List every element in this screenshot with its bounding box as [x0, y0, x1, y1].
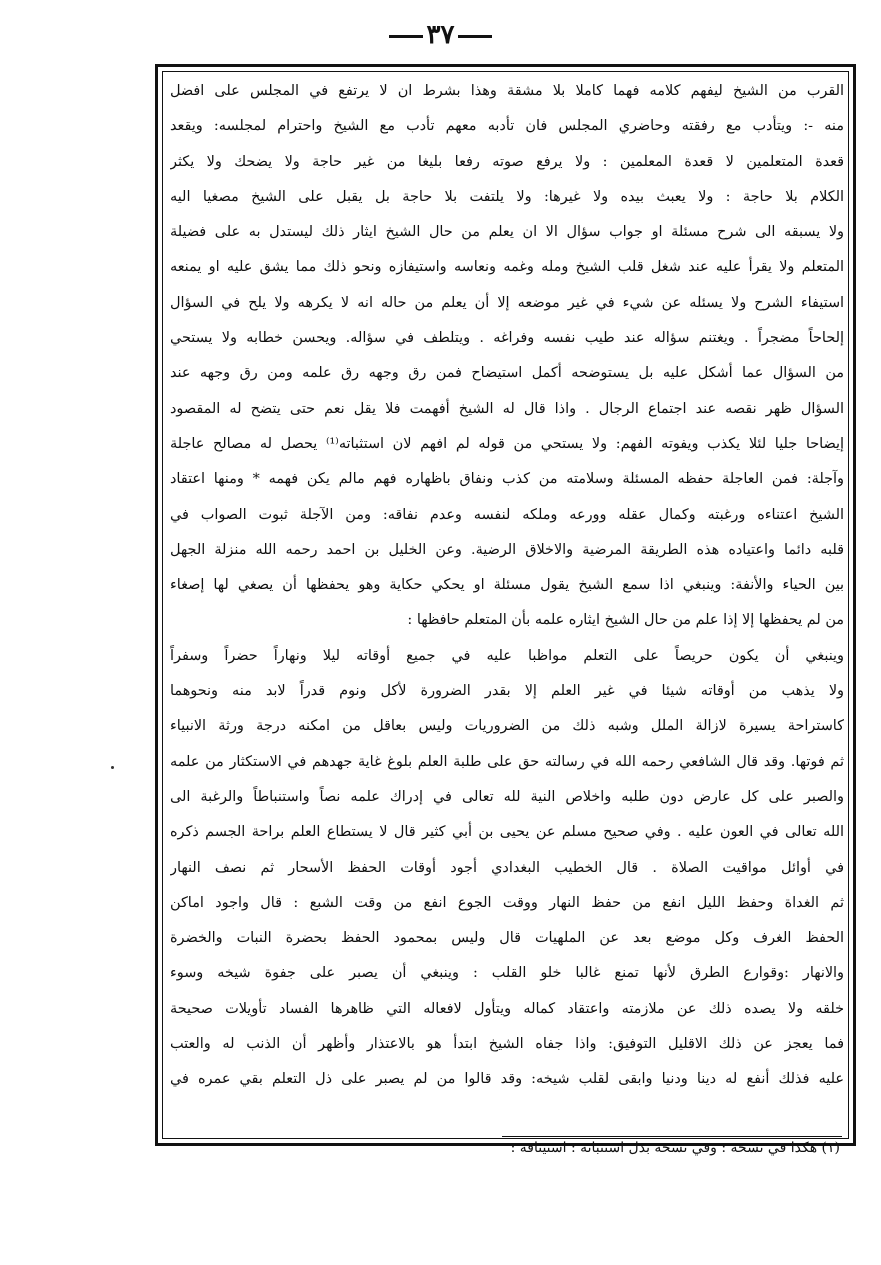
text-line: إيضاحا جليا لئلا يكذب ويفوته الفهم: ولا يستحي من قوله لم افهم لان استثباته⁽¹⁾ يحصل له مصالح عاجلة — [170, 435, 844, 452]
text-line: كاستراحة يسيرة لازالة الملل وشبه ذلك من الضروريات وليس بعاقل من امكنه درجة ورثة الانبياء — [170, 718, 844, 735]
text-line: فما يعجز عن ذلك الاقليل التوفيق: واذا جفاه الشيخ ابتدأ هو بالاعتذار وأظهر أن الذنب له والعتب — [170, 1036, 844, 1053]
text-line: في أوائل مواقيت الصلاة . قال الخطيب البغدادي أجود أوقات الحفظ الأسحار ثم نصف النهار — [170, 859, 844, 876]
text-line: والانهار :وقوارع الطرق لأنها تمنع غالبا خلو القلب : وينبغي أن يصبر على جفوة شيخه وسوء — [170, 965, 844, 982]
text-line: والصبر على كل عارض دون طلبه واخلاص النية لله تعالى في إدراك علمه نصاً واستنباطاً والرغبة الى — [170, 788, 844, 805]
footnote-divider — [502, 1136, 842, 1137]
text-line: قعدة المتعلمين لا قعدة المعلمين : ولا يرفع صوته رفعا بليغا من غير حاجة ولا يضحك ولا يكثر — [170, 153, 844, 170]
text-line: قلبه دائما واعتياده هذه الطريقة المرضية والاخلاق الرضية. وعن الخليل بن احمد رحمه الله منزلة الجهل — [170, 541, 844, 558]
text-line: وآجلة: فمن العاجلة حفظه المسئلة وسلامته من كذب ونفاق باظهاره فهم مالم يكن فهمه * ومنها اعتقاد — [170, 471, 844, 488]
text-line: بين الحياء والأنفة: وينبغي اذا سمع الشيخ يقول مسئلة او يحكي حكاية وهو يحفظها أن يصغي لها إصغاء — [170, 577, 844, 594]
text-line: ثم الغداة وحفظ الليل انفع من حفظ النهار ووقت الجوع انفع من وقت الشبع : قال واجود اماكن — [170, 894, 844, 911]
text-line: الكلام بلا حاجة : ولا يعبث بيده ولا غيرها: ولا يلتفت بلا حاجة بل يقبل على الشيخ مصغيا اليه — [170, 188, 844, 205]
text-line: ولا يذهب من أوقاته شيئا في غير العلم إلا بقدر الضرورة لأكل ونوم قدراً لابد منه ونحوهما — [170, 683, 844, 700]
text-line: الشيخ اعتناءه ورغبته وكمال عقله وورعه وملكه لنفسه وعدم نفاقه: ومن الآجلة ثبوت الصواب في — [170, 506, 844, 523]
text-line: الله تعالى في العون عليه . وفي صحيح مسلم عن يحيى بن أبي كثير قال لا يستطاع العلم براحة الجسم ذكره — [170, 824, 844, 841]
text-line: القرب من الشيخ ليفهم كلامه فهما كاملا بلا مشقة وهذا بشرط ان لا يرتفع في المجلس على افضل — [170, 83, 844, 99]
text-line: من السؤال عما أشكل عليه بل يستوضحه أكمل استيضاح فمن رق وجهه رق علمه ومن رق وجهه عند — [170, 365, 844, 382]
text-line: منه -: ويتأدب مع رفقته وحاضري المجلس فان تأدبه معهم تأدب مع الشيخ واحترام لمجلسه: ويقعد — [170, 118, 844, 135]
body-text — [170, 74, 844, 1098]
text-line: المتعلم ولا يقرأ عليه عند شغل قلب الشيخ ومله وغمه ونعاسه واستيفازه ونحو ذلك مما يشق عليه او يمنعه — [170, 259, 844, 276]
text-line: ثم فوتها. وقد قال الشافعي رحمه الله في رسالته حق على طلبة العلم بلوغ غاية جهدهم في الاستكثار من علمه — [170, 753, 844, 770]
text-line: إلحاحاً مضجراً . ويغتنم سؤاله عند طيب نفسه وفراغه . ويتلطف في سؤاله. ويحسن خطابه ولا يستحي — [170, 330, 844, 347]
page-number: ٣٧ — [0, 20, 881, 50]
footnote: (١) هكذا في نسخة : وفي نسخة بدل استثباته : استيثاقه : — [510, 1140, 840, 1156]
text-line: وينبغي أن يكون حريصاً على التعلم مواظبا عليه في جميع أوقاته ليلا ونهاراً حضراً وسفراً — [170, 647, 844, 664]
text-line: السؤال ظهر نقصه عند اجتماع الرجال . واذا قال له الشيخ أفهمت فلا يقل نعم حتى يتضح له المقصود — [170, 400, 844, 417]
text-line: ولا يسبقه الى شرح مسئلة او جواب سؤال الا ان يعلم من حال الشيخ ايثار ذلك ليستدل به على فضيلة — [170, 224, 844, 241]
scan-speck — [111, 766, 114, 769]
text-line: استيفاء الشرح ولا يسئله عن شيء في غير موضعه إلا أن يعلم من حاله انه لا يكرهه ولا يلح في السؤال — [170, 294, 844, 311]
text-line: الحفظ الغرف وكل موضع بعد عن الملهيات قال وليس بمحمود الحفظ بحضرة النبات والخضرة — [170, 930, 844, 947]
text-line: من لم يحفظها إلا إذا علم من حال الشيخ ايثاره علمه بأن المتعلم حافظها : — [407, 612, 844, 629]
text-line: خلقه ولا يصده ذلك عن ملازمته واعتقاد كماله ويتأول لافعاله التي ظاهرها الفساد تأويلات صحيحة — [170, 1000, 844, 1017]
text-line: عليه فذلك أنفع له دينا ودنيا وابقى لقلب شيخه: وقد قالوا من لم يصبر على ذل التعلم بقي عمره في — [170, 1071, 844, 1088]
